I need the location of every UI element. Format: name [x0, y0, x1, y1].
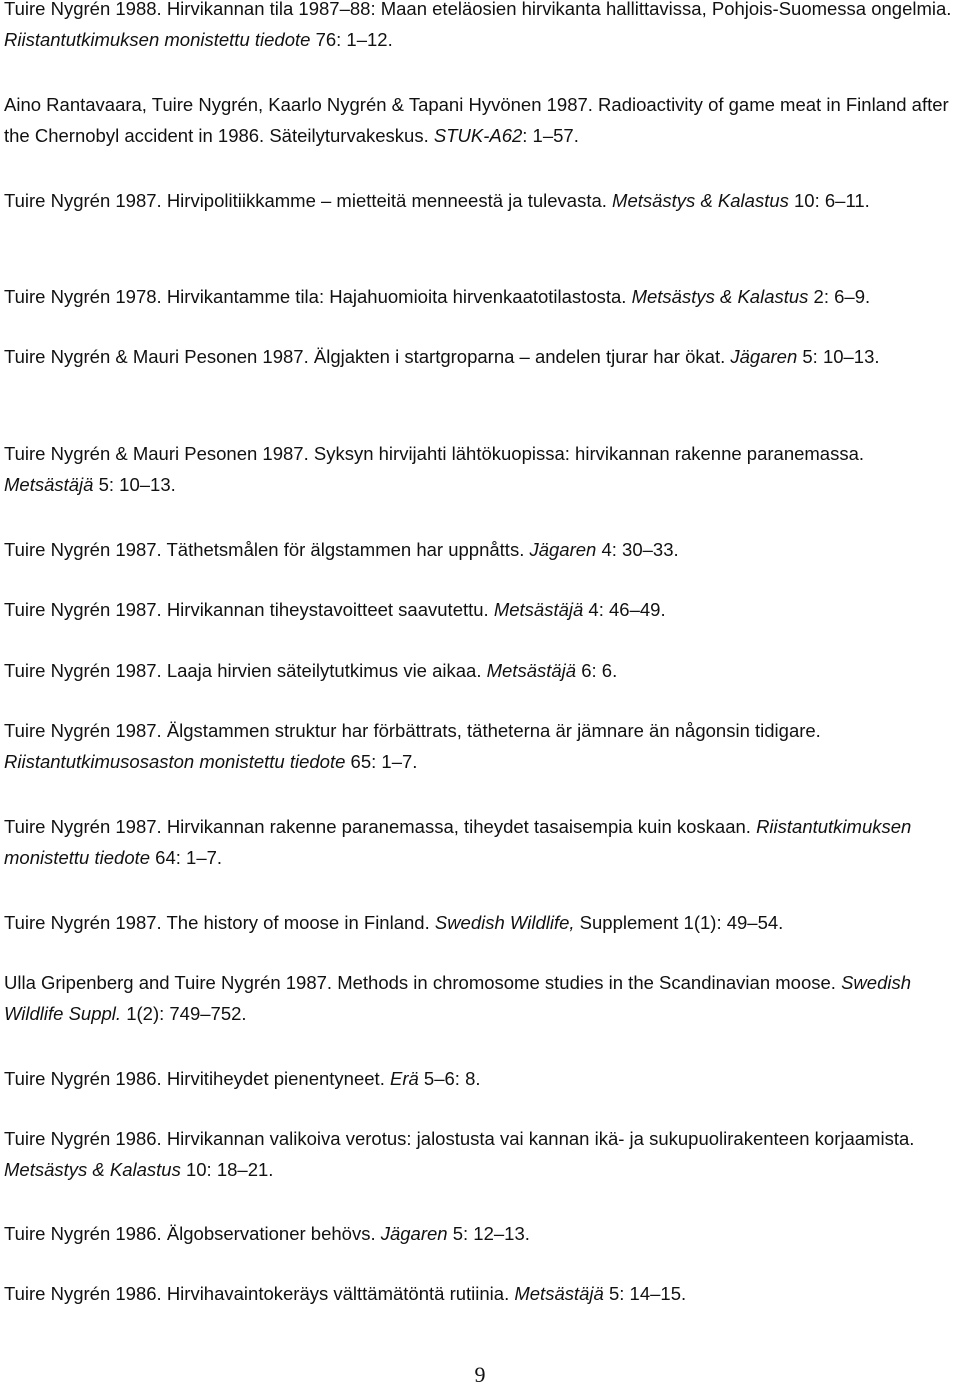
reference-text: Tuire Nygrén 1987. Hirvikannan rakenne paranemassa, tiheydet tasaisempia kuin koskaan.: [4, 816, 757, 837]
reference-text: Tuire Nygrén & Mauri Pesonen 1987. Älgjakten i startgroparna – andelen tjurar har ökat.: [4, 346, 731, 367]
reference-journal: Metsästys & Kalastus: [612, 190, 789, 211]
reference-pages: 64: 1–7.: [150, 847, 223, 868]
reference-entry: [4, 1278, 956, 1309]
reference-journal: Erä: [389, 1068, 419, 1089]
reference-text: Tuire Nygrén 1987. Hirvikannan tiheystavoitteet saavutettu.: [4, 599, 494, 620]
reference-text: Tuire Nygrén 1987. Täthetsmålen för älgstammen har uppnåtts.: [4, 539, 530, 560]
reference-entry: [4, 341, 956, 372]
reference-text: Tuire Nygrén 1986. Hirvihavaintokeräys välttämätöntä rutiinia.: [4, 1283, 515, 1304]
reference-journal: Riistantutkimusosaston monistettu tiedote: [4, 751, 346, 772]
reference-text: Tuire Nygrén 1978. Hirvikantamme tila: Hajahuomioita hirvenkaatotilastosta.: [4, 286, 632, 307]
reference-text: Tuire Nygrén 1987. The history of moose in Finland.: [4, 912, 435, 933]
reference-pages: 4: 46–49.: [583, 599, 666, 620]
reference-journal: Metsästäjä: [4, 474, 94, 495]
reference-pages: 1(2): 749–752.: [121, 1003, 247, 1024]
reference-journal: Jägaren: [730, 346, 798, 367]
reference-entry: [4, 534, 956, 565]
reference-text: Tuire Nygrén 1986. Hirvikannan valikoiva verotus: jalostusta vai kannan ikä- ja sukupuolirakenteen korjaamista.: [4, 1128, 915, 1149]
reference-pages: 5: 14–15.: [603, 1283, 687, 1304]
reference-journal: Swedish Wildlife Suppl.: [4, 972, 912, 1024]
reference-text: Tuire Nygrén 1987. Hirvipolitiikkamme – mietteitä menneestä ja tulevasta.: [4, 190, 613, 211]
reference-journal: Jägaren: [380, 1223, 448, 1244]
reference-entry: [4, 1123, 956, 1185]
reference-pages: 2: 6–9.: [808, 286, 871, 307]
reference-journal: Metsästäjä: [486, 660, 577, 681]
reference-text: Tuire Nygrén 1987. Laaja hirvien säteilytutkimus vie aikaa.: [4, 660, 487, 681]
reference-text: Ulla Gripenberg and Tuire Nygrén 1987. Methods in chromosome studies in the Scandinavian moose.: [4, 972, 842, 993]
reference-pages: Supplement 1(1): 49–54.: [574, 912, 784, 933]
reference-pages: 6: 6.: [576, 660, 618, 681]
reference-entry: [4, 715, 956, 777]
reference-text: Aino Rantavaara, Tuire Nygrén, Kaarlo Nygrén & Tapani Hyvönen 1987. Radioactivity of game meat in Finland after the Chernobyl accident in 1986. Säteilyturvakeskus.: [4, 94, 949, 146]
reference-entry: [4, 1063, 956, 1094]
reference-pages: 10: 6–11.: [788, 190, 870, 211]
reference-text: Tuire Nygrén 1986. Älgobservationer behövs.: [4, 1223, 381, 1244]
reference-journal: Swedish Wildlife,: [434, 912, 575, 933]
reference-entry: [4, 655, 956, 686]
reference-journal: Metsästys & Kalastus: [4, 1159, 181, 1180]
reference-entry: [4, 594, 956, 625]
reference-entry: [4, 967, 956, 1029]
reference-text: Tuire Nygrén 1988. Hirvikannan tila 1987–88: Maan eteläosien hirvikanta hallittavissa, Pohjois-Suomessa ongelmia.: [4, 0, 952, 19]
reference-pages: 4: 30–33.: [596, 539, 679, 560]
reference-entry: [4, 185, 956, 216]
reference-pages: 76: 1–12.: [310, 29, 393, 50]
reference-pages: 5: 10–13.: [93, 474, 176, 495]
reference-entry: [4, 438, 956, 500]
reference-text: Tuire Nygrén & Mauri Pesonen 1987. Syksyn hirvijahti lähtökuopissa: hirvikannan rakenne paranemassa.: [4, 443, 865, 464]
reference-pages: 5: 12–13.: [447, 1223, 530, 1244]
reference-entry: [4, 0, 956, 55]
reference-text: Tuire Nygrén 1987. Älgstammen struktur har förbättrats, tätheterna är jämnare än någonsin tidigare.: [4, 720, 821, 741]
reference-journal: Riistantutkimuksen monistettu tiedote: [4, 29, 311, 50]
reference-entry: [4, 89, 956, 151]
reference-entry: [4, 1218, 956, 1249]
reference-pages: 10: 18–21.: [180, 1159, 274, 1180]
reference-journal: Metsästäjä: [493, 599, 584, 620]
reference-pages: 65: 1–7.: [345, 751, 418, 772]
reference-pages: 5: 10–13.: [797, 346, 880, 367]
reference-journal: Metsästäjä: [514, 1283, 604, 1304]
reference-entry: [4, 811, 956, 873]
reference-entry: [4, 907, 956, 938]
reference-pages: : 1–57.: [522, 125, 579, 146]
reference-journal: STUK-A62: [433, 125, 523, 146]
reference-entry: [4, 281, 956, 312]
reference-pages: 5–6: 8.: [418, 1068, 481, 1089]
reference-text: Tuire Nygrén 1986. Hirvitiheydet pienentyneet.: [4, 1068, 390, 1089]
page-number: 9: [474, 1362, 486, 1387]
reference-journal: Metsästys & Kalastus: [631, 286, 809, 307]
reference-journal: Riistantutkimuksen monistettu tiedote: [4, 816, 912, 868]
reference-journal: Jägaren: [529, 539, 597, 560]
